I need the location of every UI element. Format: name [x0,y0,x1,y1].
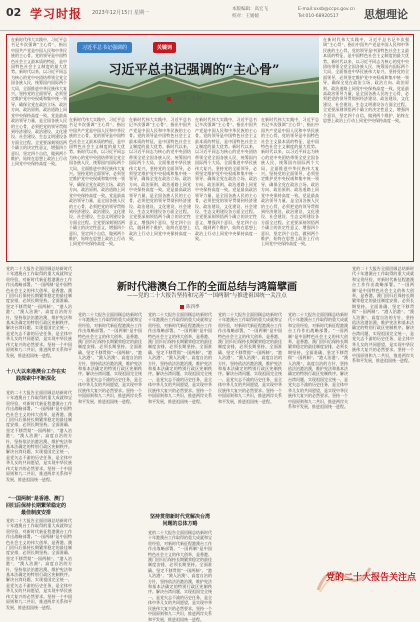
article2-byline [180,304,200,310]
feature-body-text: 在新时代伟大实践中，习近平总书记多次强调“主心骨”，指出中国共产党是中国人民和中华民族的主心骨。党的领导是中国特色社会主义最本质的特征，是中国特色社会主义制度的最大优势。新时代以来，以习近平同志为核心的党中央团结带领全党全国各族人民，统筹国内国际两个大局，全面推进中华民族伟大复兴。坚持党的全面领导，必须坚定维护党中央权威和集中统一领导，确保全党在政治立场、政治方向、政治原则、政治道路上同党中央保持高度一致。党是最高政治领导力量，是全国各族人民的主心骨，必须把党的领导贯彻到经济建设、政治建设、文化建设、社会建设、生态文明建设各方面全过程。全党要深刻领悟两个确立的决定性意义，增强四个意识，坚定四个自信，做到两个维护，始终在思想上政治上行动上同党中央保持高度一致。 [195,117,257,241]
series-banner-text: 党的二十大报告关注点 [326,573,417,583]
feature-column-5 [261,117,319,257]
proofreader-line: 校对：王媛媛 [232,14,259,19]
paper-name: 学习时报 [30,7,83,21]
series-banner [318,560,417,594]
feature-byline-text: 吕吕春 黄 瑞 [173,97,202,102]
article2-subhead: ——党的二十大报告坚持和完善“一国两制”与推进祖国统一关注点 [127,293,287,299]
column-tag: 习近平总书记强调的 [77,42,132,53]
article2-subheading-2: “一国两制”是香港、澳门回归后保持长期繁荣稳定的最佳制度安排 [6,496,67,516]
article2-column-6 [352,266,414,558]
byline-marker-icon [167,97,171,101]
feature-body-text: 在新时代伟大实践中，习近平总书记多次强调“主心骨”，指出中国共产党是中国人民和中华民族的主心骨。党的领导是中国特色社会主义最本质的特征，是中国特色社会主义制度的最大优势。新时代以来，以习近平同志为核心的党中央团结带领全党全国各族人民，统筹国内国际两个大局，全面推进中华民族伟大复兴。坚持党的全面领导，必须坚定维护党中央权威和集中统一领导，确保全党在政治立场、政治方向、政治原则、政治道路上同党中央保持高度一致。党是最高政治领导力量，是全国各族人民的主心骨，必须把党的领导贯彻到经济建设、政治建设、文化建设、社会建设、生态文明建设各方面全过程。全党要深刻领悟两个确立的决定性意义，增强四个意识，坚定四个自信，做到两个维护，始终在思想上政治上行动上同党中央保持高度一致。 [261,117,319,247]
contact-info [298,6,358,20]
page-number: 02 [6,6,22,19]
feature-column-2 [69,117,125,257]
feature-article-box [6,34,414,262]
article2-byline-text: 陈四季 [186,305,200,310]
editor-line: 本版编辑：高宏飞 [232,7,268,12]
article2-subheading-3: 坚持贯彻新时代党解决台湾问题的总体方略 [149,514,210,527]
issue-date: 2023年12月15日 星期一 [92,10,150,16]
feature-body-text: 在新时代伟大实践中，习近平总书记多次强调“主心骨”，指出中国共产党是中国人民和中华民族的主心骨。党的领导是中国特色社会主义最本质的特征，是中国特色社会主义制度的最大优势。新时代以来，以习近平同志为核心的党中央团结带领全党全国各族人民，统筹国内国际两个大局，全面推进中华民族伟大复兴。坚持党的全面领导，必须坚定维护党中央权威和集中统一领导，确保全党在政治立场、政治方向、政治原则、政治道路上同党中央保持高度一致。党是最高政治领导力量，是全国各族人民的主心骨，必须把党的领导贯彻到经济建设、政治建设、文化建设、社会建设、生态文明建设各方面全过程。全党要深刻领悟两个确立的决定性意义，增强四个意识，坚定四个自信，做到两个维护，始终在思想上政治上行动上同党中央保持高度一致。 [323,37,409,124]
byline-marker-icon [180,305,184,309]
article2-body-text: 党的二十大报告全面回顾总结新时代十年港澳台工作取得的重大成就和宝贵经验，对新时代新征程港澳台工作作出战略部署。“一国两制”是中国特色社会主义的伟大创举，是香港、澳门回归后保持长期繁荣稳定的最佳制度安排，必须长期坚持。全面准确、坚定不移贯彻“一国两制”、“港人治港”、“澳人治澳”、高度自治的方针，坚持依法治港治澳，维护宪法和基本法确定的特别行政区宪制秩序。解决台湾问题、实现祖国完全统一，是党矢志不渝的历史任务，是全体中华儿女的共同愿望，是实现中华民族伟大复兴的必然要求。坚持一个中国原则和九二共识，推进两岸关系和平发展，推进祖国统一进程。 [6,518,72,610]
article2-body-text: 党的二十大报告全面回顾总结新时代十年港澳台工作取得的重大成就和宝贵经验，对新时代新征程港澳台工作作出战略部署。“一国两制”是中国特色社会主义的伟大创举，是香港、澳门回归后保持长期繁荣稳定的最佳制度安排，必须长期坚持。全面准确、坚定不移贯彻“一国两制”、“港人治港”、“澳人治澳”、高度自治的方针，坚持依法治港治澳，维护宪法和基本法确定的特别行政区宪制秩序。解决台湾问题、实现祖国完全统一，是党矢志不渝的历史任务，是全体中华儿女的共同愿望，是实现中华民族伟大复兴的必然要求。坚持一个中国原则和九二共识，推进两岸关系和平发展，推进祖国统一进程。 [148,312,212,404]
phone-line: Tel:010-68920517 [298,14,339,19]
article2-column-2 [78,312,142,596]
article2-body-text: 党的二十大报告全面回顾总结新时代十年港澳台工作取得的重大成就和宝贵经验，对新时代新征程港澳台工作作出战略部署。“一国两制”是中国特色社会主义的伟大创举，是香港、澳门回归后保持长期繁荣稳定的最佳制度安排，必须长期坚持。全面准确、坚定不移贯彻“一国两制”、“港人治港”、“澳人治澳”、高度自治的方针，坚持依法治港治澳，维护宪法和基本法确定的特别行政区宪制秩序。解决台湾问题、实现祖国完全统一，是党矢志不渝的历史任务，是全体中华儿女的共同愿望，是实现中华民族伟大复兴的必然要求。坚持一个中国原则和九二共识，推进两岸关系和平发展，推进祖国统一进程。 [218,312,282,404]
feature-body-text: 在新时代伟大实践中，习近平总书记多次强调“主心骨”，指出中国共产党是中国人民和中华民族的主心骨。党的领导是中国特色社会主义最本质的特征，是中国特色社会主义制度的最大优势。新时代以来，以习近平同志为核心的党中央团结带领全党全国各族人民，统筹国内国际两个大局，全面推进中华民族伟大复兴。坚持党的全面领导，必须坚定维护党中央权威和集中统一领导，确保全党在政治立场、政治方向、政治原则、政治道路上同党中央保持高度一致。党是最高政治领导力量，是全国各族人民的主心骨，必须把党的领导贯彻到经济建设、政治建设、文化建设、社会建设、生态文明建设各方面全过程。全党要深刻领悟两个确立的决定性意义，增强四个意识，坚定四个自信，做到两个维护，始终在思想上政治上行动上同党中央保持高度一致。 [11,37,67,167]
article2-column-4 [218,312,282,596]
feature-byline [167,96,201,102]
article2-column-1c [6,518,72,610]
article2-headline: 新时代港澳台工作的全面总结与鸿篇擘画 [117,282,297,293]
feature-column-1 [11,37,67,257]
feature-column-6 [323,37,409,257]
keyword-tag: 关键词 [153,42,176,53]
article2-body-text: 党的二十大报告全面回顾总结新时代十年港澳台工作取得的重大成就和宝贵经验，对新时代新征程港澳台工作作出战略部署。“一国两制”是中国特色社会主义的伟大创举，是香港、澳门回归后保持长期繁荣稳定的最佳制度安排，必须长期坚持。全面准确、坚定不移贯彻“一国两制”、“港人治港”、“澳人治澳”、高度自治的方针，坚持依法治港治澳，维护宪法和基本法确定的特别行政区宪制秩序。解决台湾问题、实现祖国完全统一，是党矢志不渝的历史任务，是全体中华儿女的共同愿望，是实现中华民族伟大复兴的必然要求。坚持一个中国原则和九二共识，推进两岸关系和平发展，推进祖国统一进程。 [352,266,414,363]
feature-headline: 习近平总书记强调的“主心骨” [108,63,280,78]
article2-column-3b [148,530,212,622]
article2-body-text: 党的二十大报告全面回顾总结新时代十年港澳台工作取得的重大成就和宝贵经验，对新时代新征程港澳台工作作出战略部署。“一国两制”是中国特色社会主义的伟大创举，是香港、澳门回归后保持长期繁荣稳定的最佳制度安排，必须长期坚持。全面准确、坚定不移贯彻“一国两制”、“港人治港”、“澳人治澳”、高度自治的方针，坚持依法治港治澳，维护宪法和基本法确定的特别行政区宪制秩序。解决台湾问题、实现祖国完全统一，是党矢志不渝的历史任务，是全体中华儿女的共同愿望，是实现中华民族伟大复兴的必然要求。坚持一个中国原则和九二共识，推进两岸关系和平发展，推进祖国统一进程。 [288,312,348,409]
feature-body-text: 在新时代伟大实践中，习近平总书记多次强调“主心骨”，指出中国共产党是中国人民和中华民族的主心骨。党的领导是中国特色社会主义最本质的特征，是中国特色社会主义制度的最大优势。新时代以来，以习近平同志为核心的党中央团结带领全党全国各族人民，统筹国内国际两个大局，全面推进中华民族伟大复兴。坚持党的全面领导，必须坚定维护党中央权威和集中统一领导，确保全党在政治立场、政治方向、政治原则、政治道路上同党中央保持高度一致。党是最高政治领导力量，是全国各族人民的主心骨，必须把党的领导贯彻到经济建设、政治建设、文化建设、社会建设、生态文明建设各方面全过程。全党要深刻领悟两个确立的决定性意义，增强四个意识，坚定四个自信，做到两个维护，始终在思想上政治上行动上同党中央保持高度一致。 [129,117,191,241]
feature-column-3 [129,117,191,257]
feature-body-text: 在新时代伟大实践中，习近平总书记多次强调“主心骨”，指出中国共产党是中国人民和中华民族的主心骨。党的领导是中国特色社会主义最本质的特征，是中国特色社会主义制度的最大优势。新时代以来，以习近平同志为核心的党中央团结带领全党全国各族人民，统筹国内国际两个大局，全面推进中华民族伟大复兴。坚持党的全面领导，必须坚定维护党中央权威和集中统一领导，确保全党在政治立场、政治方向、政治原则、政治道路上同党中央保持高度一致。党是最高政治领导力量，是全国各族人民的主心骨，必须把党的领导贯彻到经济建设、政治建设、文化建设、社会建设、生态文明建设各方面全过程。全党要深刻领悟两个确立的决定性意义，增强四个意识，坚定四个自信，做到两个维护，始终在思想上政治上行动上同党中央保持高度一致。 [69,117,125,247]
article2-body-text: 党的二十大报告全面回顾总结新时代十年港澳台工作取得的重大成就和宝贵经验，对新时代新征程港澳台工作作出战略部署。“一国两制”是中国特色社会主义的伟大创举，是香港、澳门回归后保持长期繁荣稳定的最佳制度安排，必须长期坚持。全面准确、坚定不移贯彻“一国两制”、“港人治港”、“澳人治澳”、高度自治的方针，坚持依法治港治澳，维护宪法和基本法确定的特别行政区宪制秩序。解决台湾问题、实现祖国完全统一，是党矢志不渝的历史任务，是全体中华儿女的共同愿望，是实现中华民族伟大复兴的必然要求。坚持一个中国原则和九二共识，推进两岸关系和平发展，推进祖国统一进程。 [6,390,72,482]
article2-body-text: 党的二十大报告全面回顾总结新时代十年港澳台工作取得的重大成就和宝贵经验，对新时代新征程港澳台工作作出战略部署。“一国两制”是中国特色社会主义的伟大创举，是香港、澳门回归后保持长期繁荣稳定的最佳制度安排，必须长期坚持。全面准确、坚定不移贯彻“一国两制”、“港人治港”、“澳人治澳”、高度自治的方针，坚持依法治港治澳，维护宪法和基本法确定的特别行政区宪制秩序。解决台湾问题、实现祖国完全统一，是党矢志不渝的历史任务，是全体中华儿女的共同愿望，是实现中华民族伟大复兴的必然要求。坚持一个中国原则和九二共识，推进两岸关系和平发展，推进祖国统一进程。 [78,312,142,404]
editor-info [232,6,296,20]
article2-column-1a [6,266,72,366]
email-line: E-mail:xxsb@ccps.gov.cn [298,7,355,12]
article2-body-text: 党的二十大报告全面回顾总结新时代十年港澳台工作取得的重大成就和宝贵经验，对新时代新征程港澳台工作作出战略部署。“一国两制”是中国特色社会主义的伟大创举，是香港、澳门回归后保持长期繁荣稳定的最佳制度安排，必须长期坚持。全面准确、坚定不移贯彻“一国两制”、“港人治港”、“澳人治澳”、高度自治的方针，坚持依法治港治澳，维护宪法和基本法确定的特别行政区宪制秩序。解决台湾问题、实现祖国完全统一，是党矢志不渝的历史任务，是全体中华儿女的共同愿望，是实现中华民族伟大复兴的必然要求。坚持一个中国原则和九二共识，推进两岸关系和平发展，推进祖国统一进程。 [148,530,212,622]
article2-subheading-1: 十八大以来港澳台工作在实践探索中不断深化 [6,369,67,382]
masthead [0,0,420,31]
feature-column-4 [195,117,257,257]
section-name: 思想理论 [364,8,408,21]
article2-column-3a [148,312,212,510]
article2-column-5 [288,312,348,558]
article2-column-1b [6,390,72,492]
article2-body-text: 党的二十大报告全面回顾总结新时代十年港澳台工作取得的重大成就和宝贵经验，对新时代新征程港澳台工作作出战略部署。“一国两制”是中国特色社会主义的伟大创举，是香港、澳门回归后保持长期繁荣稳定的最佳制度安排，必须长期坚持。全面准确、坚定不移贯彻“一国两制”、“港人治港”、“澳人治澳”、高度自治的方针，坚持依法治港治澳，维护宪法和基本法确定的特别行政区宪制秩序。解决台湾问题、实现祖国完全统一，是党矢志不渝的历史任务，是全体中华儿女的共同愿望，是实现中华民族伟大复兴的必然要求。坚持一个中国原则和九二共识，推进两岸关系和平发展，推进祖国统一进程。 [6,266,72,358]
